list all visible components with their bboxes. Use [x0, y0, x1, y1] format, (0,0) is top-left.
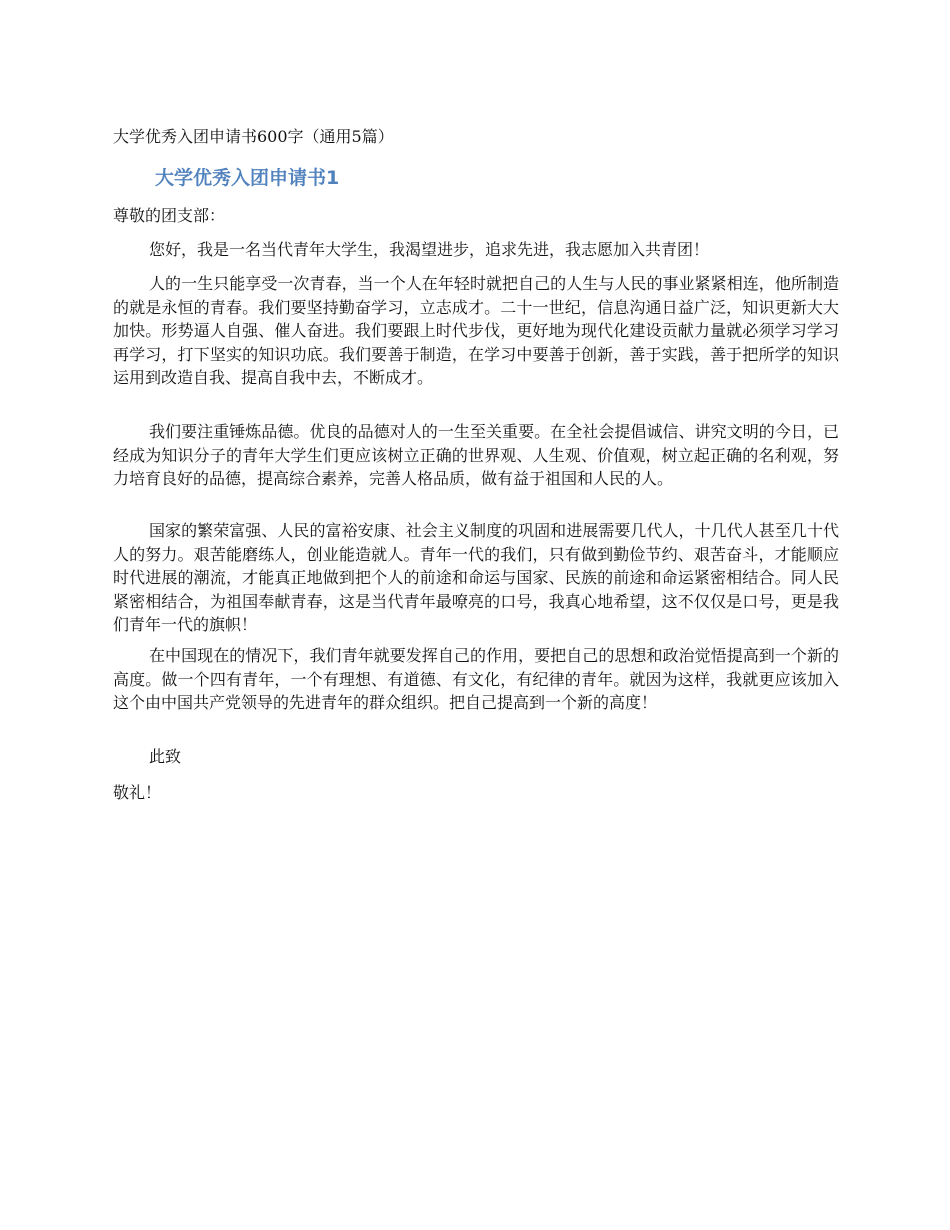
- paragraph-morality: 我们要注重锤炼品德。优良的品德对人的一生至关重要。在全社会提倡诚信、讲究文明的今日，已经成为知识分子的青年大学生们更应该树立正确的世界观、人生观、价值观，树立起正确的名利观，努力培育良好的品德，提高综合素养，完善人格品质，做有益于祖国和人民的人。: [113, 422, 839, 488]
- paragraph-youth: 人的一生只能享受一次青春，当一个人在年轻时就把自己的人生与人民的事业紧紧相连，他所制造的就是永恒的青春。我们要坚持勤奋学习，立志成才。二十一世纪，信息沟通日益广泛，知识更新大大加快。形势逼人自强、催人奋进。我们要跟上时代步伐，更好地为现代化建设贡献力量就必须学习学习再学习，打下坚实的知识功底。我们要善于制造，在学习中要善于创新，善于实践，善于把所学的知识运用到改造自我、提高自我中去，不断成才。: [113, 274, 839, 387]
- paragraph-role: 在中国现在的情况下，我们青年就要发挥自己的作用，要把自己的思想和政治觉悟提高到一个新的高度。做一个四有青年，一个有理想、有道德、有文化，有纪律的青年。就因为这样，我就更应该加入这个由中国共产党领导的先进青年的群众组织。把自己提高到一个新的高度！: [113, 646, 839, 712]
- paragraph-greeting: 您好，我是一名当代青年大学生，我渴望进步，追求先进，我志愿加入共青团！: [149, 240, 710, 259]
- paragraph-nation: 国家的繁荣富强、人民的富裕安康、社会主义制度的巩固和进展需要几代人，十几代人甚至几十代人的努力。艰苦能磨练人，创业能造就人。青年一代的我们，只有做到勤俭节约、艰苦奋斗，才能顺应时代进展的潮流，才能真正地做到把个人的前途和命运与国家、民族的前途和命运紧密相结合。同人民紧密相结合，为祖国奉献青春，这是当代青年最嘹亮的口号，我真心地希望，这不仅仅是口号，更是我们青年一代的旗帜！: [113, 521, 839, 634]
- section-heading: 大学优秀入团申请书1: [155, 167, 340, 189]
- salutation: 尊敬的团支部：: [113, 206, 226, 225]
- closing-line-2: 敬礼！: [113, 783, 162, 802]
- document-title: 大学优秀入团申请书600字（通用5篇）: [113, 127, 394, 146]
- closing-line-1: 此致: [149, 747, 182, 766]
